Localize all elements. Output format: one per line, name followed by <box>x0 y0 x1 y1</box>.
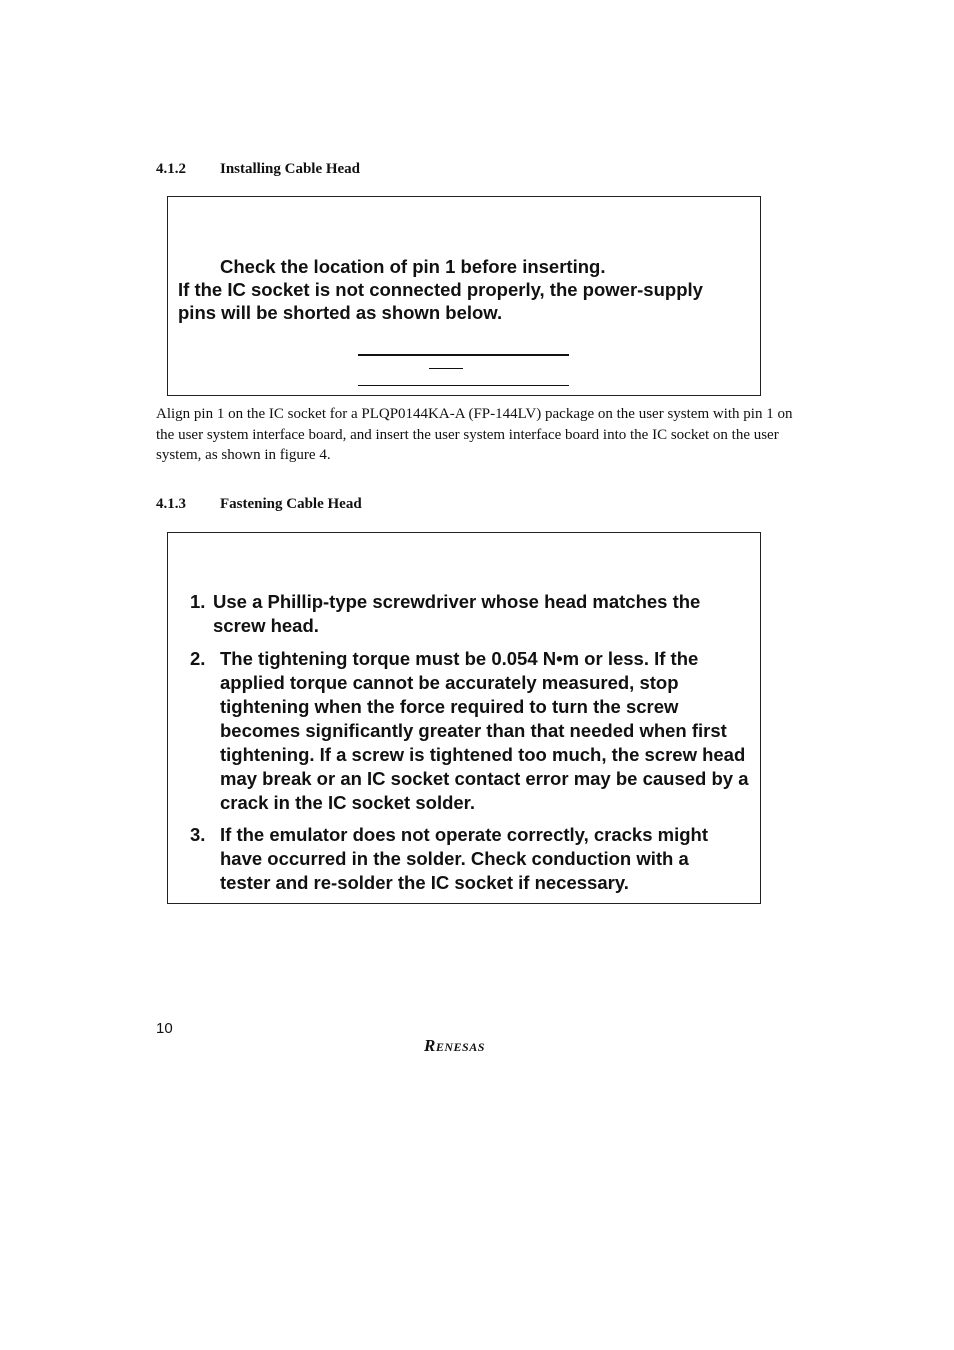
caution-line-1: Check the location of pin 1 before inserting. <box>220 256 606 277</box>
section-title: Installing Cable Head <box>220 161 361 177</box>
list-item <box>190 647 755 815</box>
page-number: 10 <box>156 1020 173 1037</box>
list-item-number: 2. <box>190 647 206 669</box>
section-heading-4-1-3 <box>156 496 362 513</box>
list-item <box>190 590 755 638</box>
caution-list <box>190 590 755 904</box>
list-item-number: 1. <box>190 591 206 612</box>
caution-line-2: If the IC socket is not connected properly, the power-supply <box>178 279 703 300</box>
caution-line-3: pins will be shorted as shown below. <box>178 302 503 323</box>
list-item-text: If the emulator does not operate correctly, cracks might have occurred in the solder. Check conduction with a tester and re-solder the IC socket if necessary. <box>220 824 708 893</box>
list-item-text: The tightening torque must be 0.054 N•m or less. If the applied torque cannot be accurately measured, stop tightening when the force required to turn the screw becomes significantly greater than that needed when first tightening. If a screw is tightened too much, the screw head may break or an IC socket contact error may be caused by a crack in the IC socket solder. <box>220 647 749 813</box>
list-item-text: Use a Phillip-type screwdriver whose head matches the screw head. <box>213 591 701 636</box>
section-heading-4-1-2 <box>156 161 360 178</box>
caution-box-pin1 <box>167 196 761 396</box>
section-title: Fastening Cable Head <box>220 496 362 512</box>
renesas-logo-icon <box>424 1036 524 1056</box>
section-number: 4.1.3 <box>156 496 186 512</box>
divider-line-short <box>429 368 463 369</box>
list-item-number: 3. <box>190 824 206 845</box>
section-number: 4.1.2 <box>156 161 186 177</box>
list-item <box>190 823 755 895</box>
divider-line-lower <box>358 385 569 386</box>
divider-line-upper <box>358 354 569 356</box>
svg-text:RENESAS: RENESAS <box>424 1036 485 1055</box>
renesas-logo <box>424 1036 524 1061</box>
body-paragraph: Align pin 1 on the IC socket for a PLQP0144KA-A (FP-144LV) package on the user system with pin 1 on the user system interface board, and insert the user system interface board into the IC socket on the user system, as shown in figure 4. <box>156 406 793 463</box>
